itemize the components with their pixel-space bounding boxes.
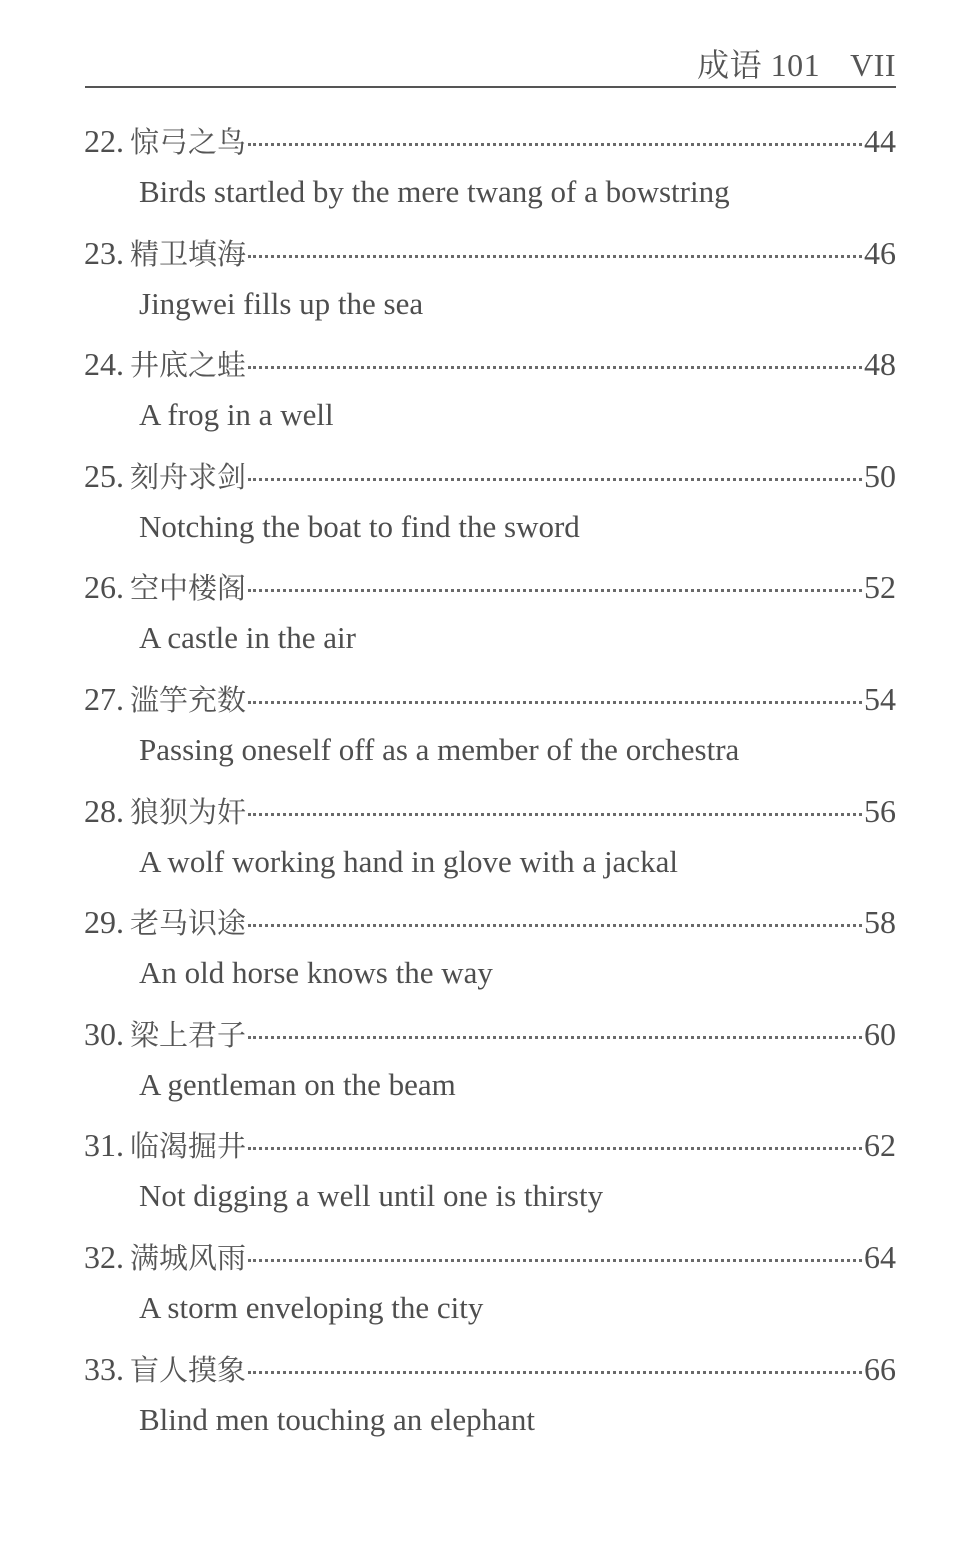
entry-chinese-title: 井底之蛙 <box>130 348 247 383</box>
entry-number: 24. <box>84 346 124 383</box>
entry-number: 27. <box>84 680 124 717</box>
entry-page-number: 62 <box>864 1127 896 1164</box>
running-head-page-number: VII <box>850 47 896 83</box>
toc-entry[interactable] <box>84 1124 896 1236</box>
entry-number: 31. <box>84 1127 124 1164</box>
dot-leader <box>248 1036 862 1039</box>
entry-chinese-title: 梁上君子 <box>130 1017 247 1052</box>
toc-entry[interactable] <box>84 1236 896 1348</box>
toc-entry[interactable] <box>84 232 896 344</box>
dot-leader <box>248 255 862 258</box>
toc-entry[interactable] <box>84 790 896 902</box>
entry-english-title: An old horse knows the way <box>139 955 493 991</box>
entry-chinese-title: 惊弓之鸟 <box>130 125 247 159</box>
entry-number: 26. <box>84 569 124 606</box>
entry-number: 28. <box>84 792 124 829</box>
toc-entry[interactable] <box>84 1348 896 1460</box>
entry-page-number: 46 <box>864 234 896 271</box>
toc-entry[interactable] <box>84 455 896 567</box>
dot-leader <box>248 1371 862 1374</box>
toc-entry[interactable] <box>84 566 896 678</box>
entry-number: 33. <box>84 1350 124 1387</box>
entry-number: 32. <box>84 1238 124 1275</box>
entry-chinese-title: 精卫填海 <box>130 236 247 271</box>
entry-page-number: 58 <box>864 904 896 941</box>
entry-number: 25. <box>84 457 124 494</box>
entry-page-number: 66 <box>864 1350 896 1387</box>
entry-page-number: 44 <box>864 123 896 159</box>
dot-leader <box>248 143 862 146</box>
entry-page-number: 48 <box>864 346 896 383</box>
running-head <box>697 40 896 86</box>
toc-entry[interactable] <box>84 901 896 1013</box>
running-head-title: 成语 101 <box>697 47 821 83</box>
dot-leader <box>248 478 862 481</box>
entry-chinese-title: 盲人摸象 <box>130 1352 247 1387</box>
entry-page-number: 54 <box>864 680 896 717</box>
entry-chinese-title: 狼狈为奸 <box>130 794 247 829</box>
header-rule <box>85 86 896 88</box>
entry-page-number: 60 <box>864 1015 896 1052</box>
entry-number: 23. <box>84 234 124 271</box>
entry-english-title: A wolf working hand in glove with a jackal <box>139 843 678 879</box>
entry-chinese-title: 滥竽充数 <box>130 682 247 717</box>
toc-entry[interactable] <box>84 678 896 790</box>
dot-leader <box>248 589 862 592</box>
entry-page-number: 52 <box>864 569 896 606</box>
dot-leader <box>248 1147 862 1150</box>
entry-english-title: A gentleman on the beam <box>139 1066 456 1102</box>
dot-leader <box>248 366 862 369</box>
table-of-contents <box>84 120 896 1459</box>
entry-english-title: Blind men touching an elephant <box>139 1401 536 1437</box>
entry-english-title: Notching the boat to find the sword <box>139 508 580 544</box>
toc-entry[interactable] <box>84 120 896 232</box>
dot-leader <box>248 1259 862 1262</box>
dot-leader <box>248 813 862 816</box>
entry-english-title: Birds startled by the mere twang of a bowstring <box>139 174 730 209</box>
entry-page-number: 50 <box>864 457 896 494</box>
entry-chinese-title: 满城风雨 <box>130 1240 247 1275</box>
dot-leader <box>248 701 862 704</box>
toc-entry[interactable] <box>84 1013 896 1125</box>
entry-english-title: A storm enveloping the city <box>139 1289 484 1325</box>
entry-chinese-title: 刻舟求剑 <box>130 459 247 494</box>
entry-number: 22. <box>84 123 124 159</box>
entry-number: 30. <box>84 1015 124 1052</box>
entry-english-title: Jingwei fills up the sea <box>139 285 424 321</box>
entry-english-title: A castle in the air <box>139 620 356 656</box>
entry-chinese-title: 临渴掘井 <box>130 1129 247 1164</box>
entry-page-number: 64 <box>864 1238 896 1275</box>
entry-chinese-title: 老马识途 <box>130 906 247 941</box>
entry-english-title: Passing oneself off as a member of the orchestra <box>139 731 740 767</box>
toc-entry[interactable] <box>84 343 896 455</box>
entry-english-title: A frog in a well <box>139 397 334 433</box>
entry-english-title: Not digging a well until one is thirsty <box>139 1178 604 1214</box>
dot-leader <box>248 924 862 927</box>
entry-chinese-title: 空中楼阁 <box>130 571 247 606</box>
entry-page-number: 56 <box>864 792 896 829</box>
entry-number: 29. <box>84 904 124 941</box>
